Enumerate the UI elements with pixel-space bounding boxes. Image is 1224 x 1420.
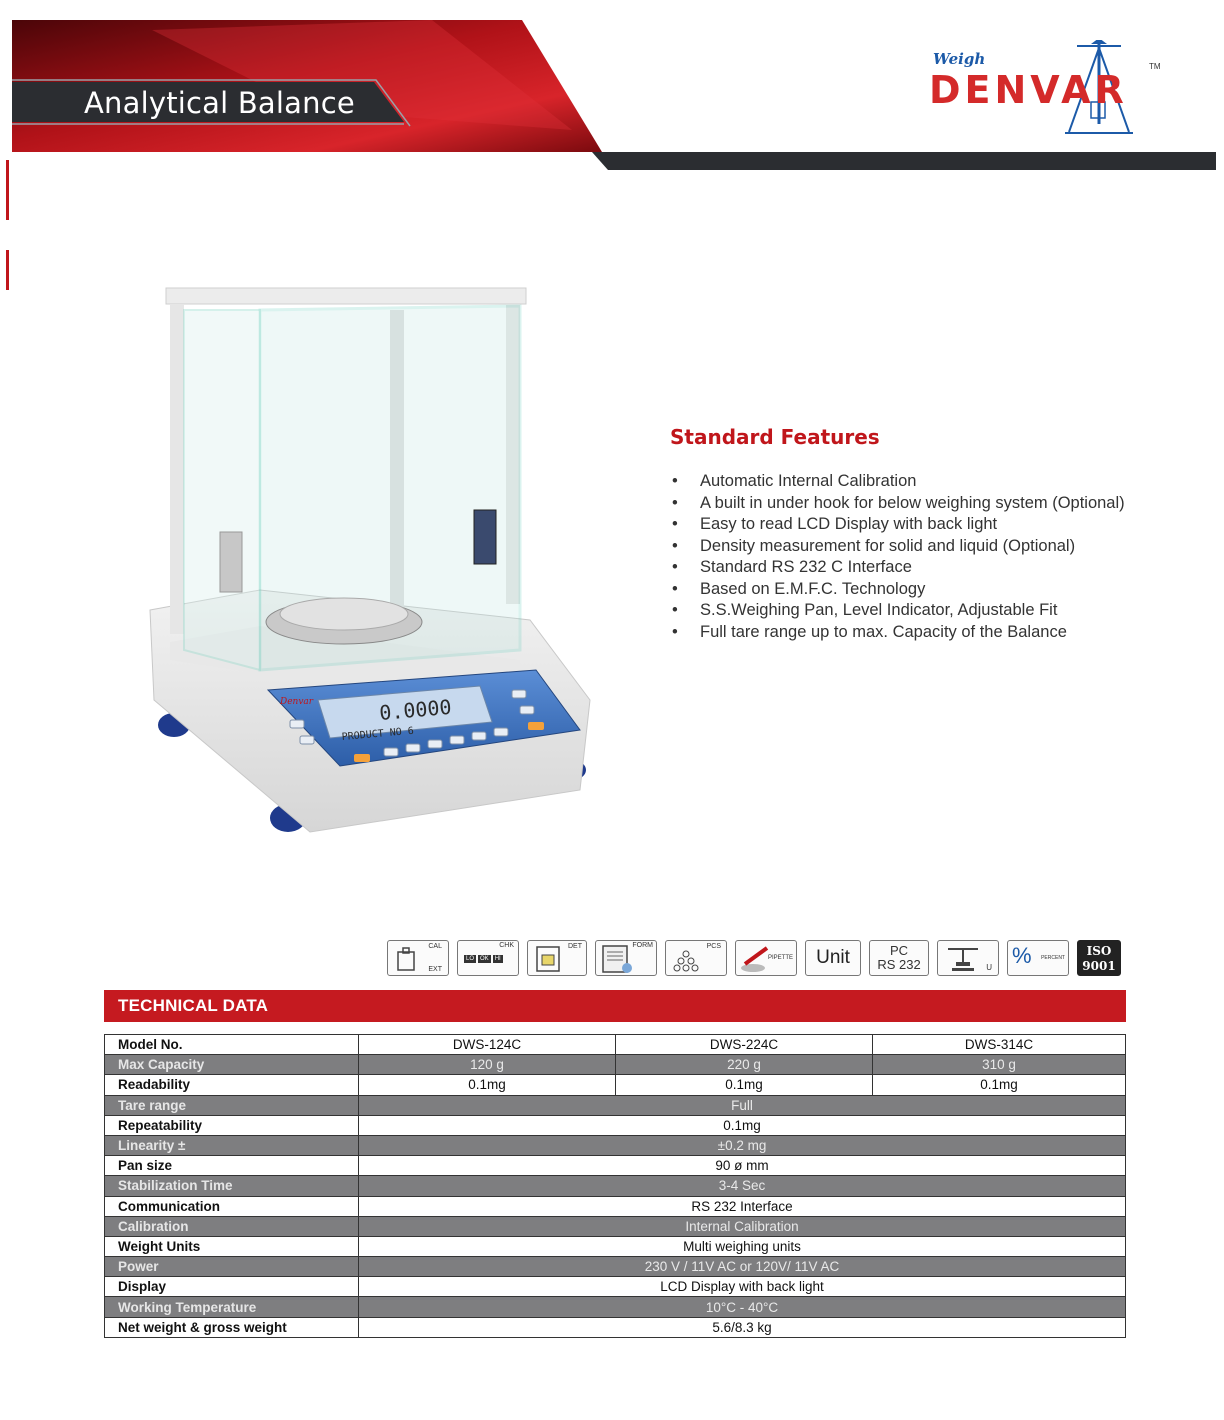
product-image [140,270,610,850]
brand-trademark: TM [1149,62,1161,71]
iso-badge [1077,940,1121,976]
det-label: DET [568,943,582,950]
percent-label: PERCENT [1041,955,1065,961]
row-label: Weight Units [105,1236,359,1256]
pipette-icon [735,940,797,976]
page-title: Analytical Balance [84,86,355,120]
row-label: Model No. [105,1035,359,1055]
pc-label: PC [889,943,909,958]
table-row [105,1196,1126,1216]
features-list [670,471,1148,643]
unit-icon [805,940,861,976]
pcs-label: PCS [706,943,721,950]
row-value: 0.1mg [359,1075,616,1095]
chk-ok: OK [480,956,489,962]
row-value: DWS-314C [873,1035,1126,1055]
table-row [105,1035,1126,1055]
row-label: Tare range [105,1095,359,1115]
row-label: Communication [105,1196,359,1216]
feature-icons-row [387,940,1121,980]
pc-interface-icon [869,940,929,976]
row-value: Multi weighing units [359,1236,1126,1256]
standard-features [670,425,1148,643]
left-edge-mark [6,250,9,290]
display-brand: Denvar [280,697,314,707]
table-row [105,1156,1126,1176]
feature-item: • Density measurement for solid and liquid (Optional) [670,536,1148,558]
u-label: U [986,963,992,972]
table-row [105,1135,1126,1155]
row-value: 230 V / 11V AC or 120V/ 11V AC [359,1257,1126,1277]
feature-item: • A built in under hook for below weighing system (Optional) [670,493,1148,515]
technical-data-table [104,1034,1126,1338]
chk-lo: LO [466,956,475,962]
rs232-label: RS 232 [877,957,921,972]
table-row [105,1055,1126,1075]
display-reading: 0.0000 [378,694,453,725]
row-value: LCD Display with back light [359,1277,1126,1297]
table-row [105,1297,1126,1317]
feature-item: • Automatic Internal Calibration [670,471,1148,493]
brand-script: Weigh [933,50,986,68]
table-row [105,1317,1126,1337]
feature-item: • Standard RS 232 C Interface [670,557,1148,579]
brand-logo [925,40,1165,140]
table-row [105,1277,1126,1297]
display-line2: PRODUCT NO 6 [341,725,415,743]
row-value: RS 232 Interface [359,1196,1126,1216]
row-value: 10°C - 40°C [359,1297,1126,1317]
table-row [105,1257,1126,1277]
chk-label: CHK [499,942,514,949]
row-label: Max Capacity [105,1055,359,1075]
iso-label: ISO [1086,944,1112,958]
density-icon [527,940,587,976]
unit-label: Unit [816,947,850,968]
chk-hi: HI [494,956,501,962]
ext-label: EXT [428,966,442,973]
cal-label: CAL [428,943,442,950]
feature-item: • Based on E.M.F.C. Technology [670,579,1148,601]
table-row [105,1115,1126,1135]
row-value: DWS-224C [616,1035,873,1055]
row-value: Full [359,1095,1126,1115]
row-value: 0.1mg [359,1115,1126,1135]
table-row [105,1216,1126,1236]
table-row [105,1075,1126,1095]
technical-data-title: TECHNICAL DATA [118,996,269,1015]
row-label: Repeatability [105,1115,359,1135]
percent-weighing-icon [1007,940,1069,976]
feature-item: • Easy to read LCD Display with back light [670,514,1148,536]
row-value: 220 g [616,1055,873,1075]
row-label: Calibration [105,1216,359,1236]
table-row [105,1095,1126,1115]
row-label: Net weight & gross weight [105,1317,359,1337]
row-label: Linearity ± [105,1135,359,1155]
row-value: 310 g [873,1055,1126,1075]
check-weighing-icon [457,940,519,976]
under-hook-icon [937,940,999,976]
feature-item: • Full tare range up to max. Capacity of the Balance [670,622,1148,644]
row-value: ±0.2 mg [359,1135,1126,1155]
percent-symbol: % [1012,943,1032,968]
features-title: Standard Features [670,425,880,449]
table-row [105,1236,1126,1256]
row-value: Internal Calibration [359,1216,1126,1236]
row-label: Display [105,1277,359,1297]
technical-data-header [104,990,1126,1022]
analytical-balance-illustration [140,270,610,850]
table-row [105,1176,1126,1196]
row-value: 5.6/8.3 kg [359,1317,1126,1337]
row-value: DWS-124C [359,1035,616,1055]
row-value: 0.1mg [616,1075,873,1095]
iso-number: 9001 [1082,959,1116,973]
feature-item: • S.S.Weighing Pan, Level Indicator, Adjustable Fit [670,600,1148,622]
formulation-icon [595,940,657,976]
piece-counting-icon [665,940,727,976]
row-label: Power [105,1257,359,1277]
row-label: Stabilization Time [105,1176,359,1196]
pipette-label: PIPETTE [767,955,793,961]
row-value: 0.1mg [873,1075,1126,1095]
left-edge-mark [6,160,9,220]
brand-name: DENVAR [929,68,1128,112]
calibration-icon [387,940,449,976]
row-value: 3-4 Sec [359,1176,1126,1196]
row-label: Working Temperature [105,1297,359,1317]
row-label: Pan size [105,1156,359,1176]
row-value: 90 ø mm [359,1156,1126,1176]
form-label: FORM [632,942,653,949]
row-value: 120 g [359,1055,616,1075]
row-label: Readability [105,1075,359,1095]
